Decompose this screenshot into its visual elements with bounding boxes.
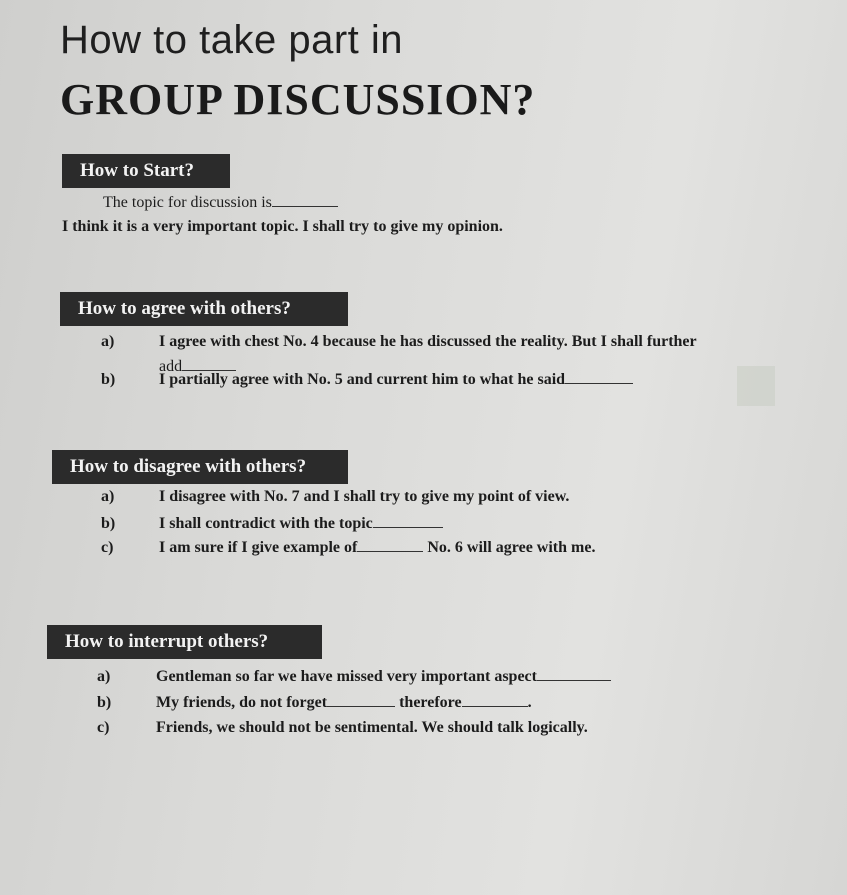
interrupt-b-line	[156, 694, 532, 712]
section-heading-agree: How to agree with others?	[60, 292, 348, 326]
disagree-b-line	[159, 515, 443, 533]
agree-a-label: a)	[101, 333, 115, 350]
start-line-1-text: The topic for discussion is	[103, 194, 272, 211]
fill-in-blank	[327, 705, 395, 707]
interrupt-c-line: Friends, we should not be sentimental. We should talk logically.	[156, 719, 588, 736]
disagree-a-label: a)	[101, 488, 115, 505]
interrupt-b-text-1: My friends, do not forget	[156, 694, 328, 711]
agree-a-line-2-text: add	[159, 358, 183, 375]
interrupt-a-line	[156, 668, 611, 686]
interrupt-c-label: c)	[97, 719, 110, 736]
agree-b-text: I partially agree with No. 5 and current him to what he said	[159, 371, 566, 388]
start-line-1	[103, 194, 338, 212]
agree-b-label: b)	[101, 371, 116, 388]
fill-in-blank	[357, 550, 423, 552]
disagree-c-text-1: I am sure if I give example of	[159, 539, 358, 556]
section-heading-start: How to Start?	[62, 154, 230, 188]
fill-in-blank	[565, 382, 633, 384]
photo-smudge	[737, 366, 775, 406]
start-line-2: I think it is a very important topic. I shall try to give my opinion.	[62, 218, 503, 235]
title-line-1: How to take part in	[60, 18, 403, 62]
disagree-a-line: I disagree with No. 7 and I shall try to give my point of view.	[159, 488, 570, 505]
agree-a-line-1: I agree with chest No. 4 because he has discussed the reality. But I shall further	[159, 333, 697, 350]
interrupt-a-text: Gentleman so far we have missed very important aspect	[156, 668, 537, 685]
fill-in-blank	[373, 526, 443, 528]
title-line-2: GROUP DISCUSSION?	[60, 75, 536, 124]
fill-in-blank	[537, 679, 611, 681]
interrupt-b-text-3: .	[527, 694, 532, 711]
fill-in-blank	[462, 705, 528, 707]
interrupt-a-label: a)	[97, 668, 111, 685]
disagree-b-label: b)	[101, 515, 116, 532]
section-heading-disagree: How to disagree with others?	[52, 450, 348, 484]
disagree-c-text-2: No. 6 will agree with me.	[427, 539, 596, 556]
section-heading-interrupt: How to interrupt others?	[47, 625, 322, 659]
disagree-c-line	[159, 539, 595, 557]
disagree-b-text: I shall contradict with the topic	[159, 515, 373, 532]
interrupt-b-text-2: therefore	[399, 694, 462, 711]
interrupt-b-label: b)	[97, 694, 112, 711]
agree-b-line	[159, 371, 633, 389]
fill-in-blank	[272, 205, 338, 207]
disagree-c-label: c)	[101, 539, 114, 556]
